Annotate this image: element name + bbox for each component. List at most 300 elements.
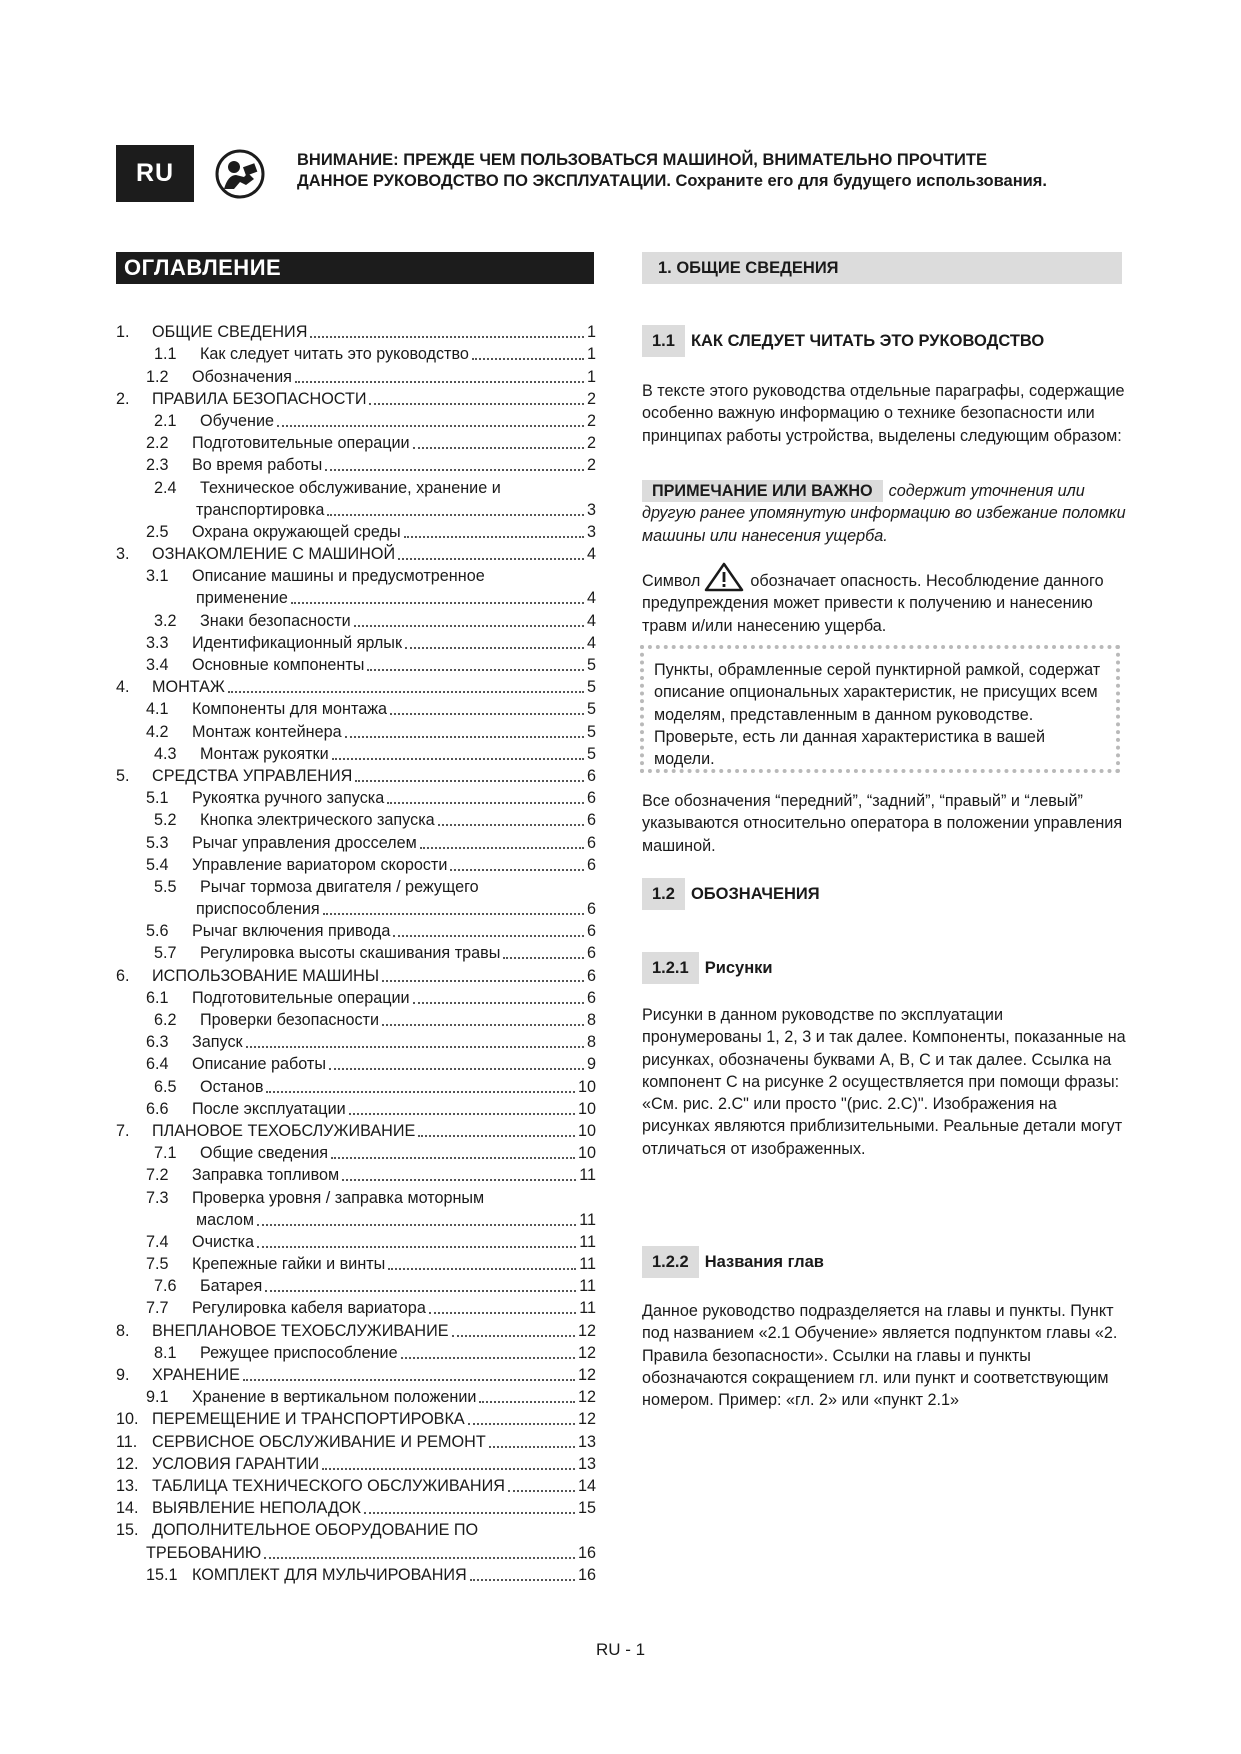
toc-entry-title: Общие сведения: [200, 1144, 329, 1163]
toc-leader-dots: [257, 1234, 576, 1248]
toc-leader-dots: [479, 1389, 575, 1403]
toc-entry-number: 7.4: [146, 1232, 169, 1251]
toc-entry-number: 13.: [116, 1476, 139, 1495]
toc-entry-number: 9.1: [146, 1388, 169, 1407]
toc-entry-number: 2.: [116, 389, 130, 408]
toc-entry-number: 3.2: [154, 611, 177, 630]
toc-entry-number: 3.4: [146, 656, 169, 674]
toc-entry-number: 14.: [116, 1499, 139, 1518]
toc-entry[interactable]: [116, 1163, 596, 1185]
toc-entry-title: Крепежные гайки и винты: [192, 1255, 386, 1274]
toc-entry-title: Рычаг тормоза двигателя / режущего: [200, 877, 479, 896]
toc-leader-dots: [388, 1256, 576, 1270]
toc-entry-page: 6: [586, 922, 596, 941]
toc-entry-title: ПРАВИЛА БЕЗОПАСНОСТИ: [152, 389, 367, 408]
toc-entry[interactable]: [116, 697, 596, 719]
toc-leader-dots: [382, 968, 584, 982]
toc-entry-number: 2.1: [154, 411, 177, 430]
toc-entry[interactable]: [116, 1185, 596, 1207]
toc-entry-page: 13: [577, 1454, 596, 1473]
toc-entry-number: 5.5: [154, 877, 177, 896]
toc-entry-title: Рукоятка ручного запуска: [192, 789, 385, 808]
toc-entry-page: 8: [586, 1033, 596, 1052]
toc-entry-title: ДОПОЛНИТЕЛЬНОЕ ОБОРУДОВАНИЕ ПО: [152, 1521, 479, 1540]
toc-entry-page: 11: [579, 1277, 596, 1296]
toc-leader-dots: [452, 1323, 575, 1337]
note-text: содержит уточнения или другую ранее упомянутую информацию во избежание поломки машины или нанесения ущерба.: [642, 482, 1126, 545]
toc-entry-page: 10: [577, 1077, 596, 1096]
toc-entry[interactable]: [116, 875, 596, 897]
toc-entry[interactable]: [116, 1119, 596, 1141]
toc-entry-title: Кнопка электрического запуска: [200, 811, 435, 830]
toc-entry[interactable]: [116, 520, 596, 542]
toc-entry-page: 2: [586, 411, 596, 430]
toc-entry-title: Хранение в вертикальном положении: [192, 1388, 477, 1407]
toc-entry-page: 5: [586, 700, 596, 719]
toc-entry-page: 6: [586, 900, 596, 919]
toc-entry-page: 1: [586, 345, 596, 364]
toc-entry-page: 5: [586, 722, 596, 741]
section-1-2-1-heading: [642, 952, 773, 984]
toc-entry-page: 1: [586, 367, 596, 386]
toc-entry-title: Запуск: [192, 1033, 243, 1052]
toc-entry[interactable]: [116, 586, 596, 608]
toc-entry[interactable]: [116, 1496, 596, 1518]
toc-entry-number: 3.: [116, 545, 130, 564]
toc-entry[interactable]: [116, 941, 596, 963]
toc-entry-number: 3.3: [146, 633, 169, 652]
toc-entry-number: 2.4: [154, 478, 177, 497]
toc-entry[interactable]: [116, 1518, 596, 1540]
toc-entry-number: 2.5: [146, 522, 169, 541]
toc-entry-number: 5.2: [154, 811, 177, 830]
toc-entry[interactable]: [116, 1252, 596, 1274]
toc-leader-dots: [355, 768, 584, 782]
toc-entry[interactable]: [116, 897, 596, 919]
toc-entry-number: 6.2: [154, 1011, 177, 1029]
toc-entry[interactable]: [116, 608, 596, 630]
toc-entry-page: 11: [579, 1232, 596, 1251]
toc-leader-dots: [243, 1367, 575, 1381]
toc-entry-title: Проверки безопасности: [200, 1011, 380, 1029]
note-paragraph: [642, 480, 1126, 547]
toc-leader-dots: [472, 346, 584, 360]
toc-entry-title: Подготовительные операции: [192, 988, 410, 1007]
orientation-paragraph: Все обозначения “передний”, “задний”, “правый” и “левый” указываются относительно оператора в положении управления машиной.: [642, 792, 1123, 855]
toc-entry[interactable]: [116, 542, 596, 564]
toc-entry-title: Компоненты для монтажа: [192, 700, 388, 719]
toc-leader-dots: [322, 1456, 575, 1470]
toc-entry-title: Регулировка кабеля вариатора: [192, 1299, 426, 1318]
section-1-1-heading: [642, 325, 1044, 357]
toc-entry-title: Подготовительные операции: [192, 434, 410, 453]
note-label: ПРИМЕЧАНИЕ ИЛИ ВАЖНО: [642, 480, 883, 502]
toc-entry-page: 11: [579, 1210, 596, 1229]
toc-leader-dots: [489, 1434, 575, 1448]
warning-notice: [297, 150, 1197, 192]
toc-entry-title: СРЕДСТВА УПРАВЛЕНИЯ: [152, 766, 353, 785]
toc-leader-dots: [323, 901, 584, 915]
toc-entry[interactable]: [116, 409, 596, 431]
toc-entry[interactable]: [116, 1563, 596, 1585]
toc-title: ОГЛАВЛЕНИЕ: [116, 252, 594, 284]
toc-entry-number: 4.: [116, 678, 130, 697]
toc-entry-title: Идентификационный ярлык: [192, 633, 403, 652]
toc-entry-number: 5.7: [154, 944, 177, 963]
toc-entry-number: 8.: [116, 1321, 130, 1340]
toc-entry-title: ПЕРЕМЕЩЕНИЕ И ТРАНСПОРТИРОВКА: [152, 1410, 465, 1429]
toc-entry-number: 2.2: [146, 434, 169, 453]
toc-leader-dots: [470, 1567, 575, 1581]
toc-entry-number: 6.: [116, 966, 130, 985]
toc-entry-page: 4: [586, 545, 596, 564]
toc-entry-title: Описание машины и предусмотренное: [192, 567, 485, 586]
toc-leader-dots: [331, 1145, 575, 1159]
toc-entry-title: ТАБЛИЦА ТЕХНИЧЕСКОГО ОБСЛУЖИВАНИЯ: [152, 1476, 505, 1495]
toc-entry-page: 12: [577, 1343, 596, 1362]
toc-entry-number: 8.1: [154, 1343, 177, 1362]
toc-entry-page: 2: [586, 389, 596, 408]
toc-entry-number: 7.3: [146, 1188, 169, 1207]
toc-leader-dots: [401, 1345, 575, 1359]
toc-entry[interactable]: [116, 786, 596, 808]
toc-entry-title: Режущее приспособление: [200, 1343, 398, 1362]
toc-entry-title: Как следует читать это руководство: [200, 345, 469, 364]
toc-entry-title: Техническое обслуживание, хранение и: [200, 478, 501, 497]
toc-entry-title: применение: [196, 589, 288, 608]
toc-entry-page: 1: [586, 323, 596, 342]
toc-entry[interactable]: [116, 631, 596, 653]
toc-leader-dots: [503, 945, 584, 959]
toc-leader-dots: [413, 990, 584, 1004]
toc-entry-number: 6.1: [146, 988, 169, 1007]
toc-leader-dots: [257, 1212, 576, 1226]
toc-entry-page: 4: [586, 633, 596, 652]
toc-entry-page: 6: [586, 966, 596, 985]
toc-entry-page: 5: [586, 744, 596, 763]
section-1-2-heading: [642, 878, 820, 910]
section-1-heading: 1. ОБЩИЕ СВЕДЕНИЯ: [642, 252, 1122, 284]
toc-entry-number: 11.: [116, 1432, 138, 1451]
toc-entry-page: 8: [586, 1011, 596, 1029]
toc-entry[interactable]: [116, 853, 596, 875]
toc-entry-title: Обучение: [200, 411, 275, 430]
toc-entry-page: 3: [586, 522, 596, 541]
toc-leader-dots: [265, 1278, 576, 1292]
section-1-2-2-title: Названия глав: [704, 1252, 824, 1271]
toc-entry[interactable]: [116, 320, 596, 342]
toc-leader-dots: [418, 1123, 575, 1137]
toc-entry-title: ОЗНАКОМЛЕНИЕ С МАШИНОЙ: [152, 545, 396, 564]
toc-entry-title: Батарея: [200, 1277, 263, 1296]
toc-entry-page: 2: [586, 434, 596, 453]
toc-entry[interactable]: [116, 1429, 596, 1451]
toc-entry-page: 6: [586, 855, 596, 874]
toc-leader-dots: [382, 1012, 584, 1026]
toc-leader-dots: [291, 590, 584, 604]
toc-entry-title: приспособления: [196, 900, 320, 919]
toc-entry-title: Во время работы: [192, 456, 323, 475]
toc-entry[interactable]: [116, 1074, 596, 1096]
toc-entry-page: 3: [586, 500, 596, 519]
toc-entry-title: транспортировка: [196, 500, 325, 519]
toc-entry[interactable]: [116, 1052, 596, 1074]
toc-entry[interactable]: [116, 1474, 596, 1496]
toc-leader-dots: [420, 835, 584, 849]
toc-entry-title: Монтаж контейнера: [192, 722, 342, 741]
toc-entry-title: Проверка уровня / заправка моторным: [192, 1188, 485, 1207]
toc-entry-title: Знаки безопасности: [200, 611, 351, 630]
toc-entry-title: Рычаг включения привода: [192, 922, 391, 941]
toc-leader-dots: [228, 679, 584, 693]
toc-leader-dots: [327, 502, 584, 516]
toc-entry[interactable]: [116, 808, 596, 830]
toc-entry-number: 5.1: [146, 789, 169, 808]
toc-entry[interactable]: [116, 1274, 596, 1296]
toc-leader-dots: [398, 546, 584, 560]
section-1-2-number: 1.2: [642, 878, 685, 910]
toc-entry-title: Управление вариатором скорости: [192, 855, 448, 874]
toc-entry-number: 5.6: [146, 922, 169, 941]
section-1-2-1-paragraph: Рисунки в данном руководстве по эксплуатации пронумерованы 1, 2, 3 и так далее. Компоненты, показанные на рисунках, обозначены буквами A, B, C и так далее. Ссылка на компонент C на рисунке 2 осуществляется при помощи фразы: «См. рис. 2.C" или просто "(рис. 2.C)". Изображения на рисунках являются приблизительными. Реальные детали могут отличаться от изображенных.: [642, 1006, 1126, 1158]
toc-entry-title: Описание работы: [192, 1055, 326, 1074]
toc-entry-title: Монтаж рукоятки: [200, 744, 329, 763]
toc-entry-page: 12: [577, 1388, 596, 1407]
toc-entry-title: Регулировка высоты скашивания травы: [200, 944, 501, 963]
toc-entry-number: 1.2: [146, 367, 169, 386]
toc-entry-number: 4.3: [154, 744, 177, 763]
toc-entry-page: 2: [586, 456, 596, 475]
symbol-prefix: Символ: [642, 572, 701, 590]
toc-leader-dots: [367, 657, 584, 671]
toc-entry-title: МОНТАЖ: [152, 678, 225, 697]
warning-line-1: ВНИМАНИЕ: ПРЕЖДЕ ЧЕМ ПОЛЬЗОВАТЬСЯ МАШИНОЙ, ВНИМАТЕЛЬНО ПРОЧТИТЕ: [297, 151, 987, 169]
language-badge: RU: [116, 145, 194, 202]
toc-entry-title: ИСПОЛЬЗОВАНИЕ МАШИНЫ: [152, 966, 380, 985]
toc-leader-dots: [310, 324, 584, 338]
toc-entry[interactable]: [116, 564, 596, 586]
toc-entry-title: Останов: [200, 1077, 264, 1096]
read-manual-icon: [214, 149, 266, 199]
toc-leader-dots: [332, 746, 584, 760]
toc-entry[interactable]: [116, 1230, 596, 1252]
toc-entry-number: 6.3: [146, 1033, 169, 1052]
toc-entry[interactable]: [116, 1008, 596, 1030]
toc-entry-number: 5.: [116, 766, 130, 785]
section-1-2-1-number: 1.2.1: [642, 952, 699, 984]
toc-leader-dots: [390, 701, 584, 715]
toc-leader-dots: [349, 1101, 575, 1115]
toc-entry-number: 12.: [116, 1454, 139, 1473]
toc-entry-number: 15.1: [146, 1565, 178, 1584]
toc-entry-number: 7.7: [146, 1299, 169, 1318]
toc-leader-dots: [404, 524, 584, 538]
toc-entry-page: 10: [577, 1144, 596, 1163]
toc-entry[interactable]: [116, 342, 596, 364]
toc-entry[interactable]: [116, 963, 596, 985]
toc-entry-page: 11: [579, 1299, 596, 1318]
toc-entry-page: 6: [586, 833, 596, 852]
toc-entry[interactable]: [116, 1296, 596, 1318]
toc-entry-page: 14: [577, 1476, 596, 1495]
toc-entry-title: КОМПЛЕКТ ДЛЯ МУЛЬЧИРОВАНИЯ: [192, 1565, 467, 1584]
toc-leader-dots: [450, 857, 584, 871]
toc-leader-dots: [369, 391, 584, 405]
toc-entry-number: 7.1: [154, 1144, 177, 1163]
toc-entry-title: ВНЕПЛАНОВОЕ ТЕХОБСЛУЖИВАНИЕ: [152, 1321, 449, 1340]
toc-entry-number: 4.2: [146, 722, 169, 741]
toc-entry-page: 4: [586, 611, 596, 630]
symbol-paragraph: [642, 562, 1126, 637]
toc-entry-page: 10: [577, 1121, 596, 1140]
toc-entry-number: 1.: [116, 323, 130, 342]
toc-entry-page: 13: [577, 1432, 596, 1451]
toc-entry[interactable]: [116, 1208, 596, 1230]
toc-entry[interactable]: [116, 1385, 596, 1407]
toc-entry-title: ОБЩИЕ СВЕДЕНИЯ: [152, 323, 308, 342]
toc-entry[interactable]: [116, 986, 596, 1008]
toc-entry-title: ХРАНЕНИЕ: [152, 1366, 240, 1384]
toc-leader-dots: [354, 613, 584, 627]
section-1-1-number: 1.1: [642, 325, 685, 357]
toc-leader-dots: [393, 923, 584, 937]
toc-entry-number: 5.3: [146, 833, 169, 852]
toc-entry[interactable]: [116, 1363, 596, 1385]
toc-leader-dots: [468, 1411, 575, 1425]
toc-leader-dots: [277, 413, 584, 427]
toc-entry-number: 3.1: [146, 567, 169, 586]
section-1-1-title: КАК СЛЕДУЕТ ЧИТАТЬ ЭТО РУКОВОДСТВО: [690, 331, 1045, 350]
toc-entry-number: 9.: [116, 1366, 130, 1384]
toc-entry[interactable]: [116, 453, 596, 475]
toc-entry[interactable]: [116, 475, 596, 497]
toc-entry[interactable]: [116, 675, 596, 697]
toc-entry[interactable]: [116, 387, 596, 409]
toc-entry[interactable]: [116, 1540, 596, 1562]
table-of-contents: [116, 320, 596, 1585]
toc-entry-title: Охрана окружающей среды: [192, 522, 401, 541]
warning-triangle-icon: [704, 562, 744, 592]
toc-entry-number: 10.: [116, 1410, 139, 1429]
toc-entry[interactable]: [116, 919, 596, 941]
toc-entry-number: 7.6: [154, 1277, 177, 1296]
toc-leader-dots: [342, 1167, 576, 1181]
toc-entry[interactable]: [116, 364, 596, 386]
toc-entry-number: 1.1: [154, 345, 177, 364]
toc-entry-page: 15: [577, 1499, 596, 1518]
toc-entry-page: 11: [579, 1255, 596, 1274]
toc-leader-dots: [246, 1034, 584, 1048]
toc-entry-title: Очистка: [192, 1232, 255, 1251]
toc-leader-dots: [325, 457, 584, 471]
toc-entry-number: 5.4: [146, 855, 169, 874]
toc-entry[interactable]: [116, 498, 596, 520]
section-1-2-2-paragraph: Данное руководство подразделяется на главы и пункты. Пункт под названием «2.1 Обучение» является подпунктом главы «2. Правила безопасности». Ссылки на главы и пункты обозначаются сокращением гл. или пункт и соответствующим номером. Пример: «гл. 2» или «пункт 2.1»: [642, 1302, 1118, 1410]
toc-entry-title: СЕРВИСНОЕ ОБСЛУЖИВАНИЕ И РЕМОНТ: [152, 1432, 486, 1451]
toc-entry-page: 6: [586, 988, 596, 1007]
toc-entry[interactable]: [116, 1318, 596, 1340]
toc-leader-dots: [364, 1500, 575, 1514]
toc-entry[interactable]: [116, 1341, 596, 1363]
toc-leader-dots: [345, 724, 584, 738]
warning-line-2: ДАННОЕ РУКОВОДСТВО ПО ЭКСПЛУАТАЦИИ. Сохраните его для будущего использования.: [297, 172, 1048, 190]
toc-entry[interactable]: [116, 1030, 596, 1052]
toc-entry-title: Обозначения: [192, 367, 292, 386]
toc-leader-dots: [405, 635, 584, 649]
toc-entry[interactable]: [116, 653, 596, 675]
section-1-2-1-title: Рисунки: [704, 958, 773, 977]
toc-entry-page: 16: [577, 1543, 596, 1562]
toc-entry-title: После эксплуатации: [192, 1099, 346, 1118]
toc-entry-number: 7.5: [146, 1255, 169, 1274]
toc-entry-title: Заправка топливом: [192, 1166, 340, 1185]
toc-leader-dots: [329, 1056, 584, 1070]
toc-entry-title: ВЫЯВЛЕНИЕ НЕПОЛАДОК: [152, 1499, 361, 1518]
toc-entry-page: 12: [577, 1321, 596, 1340]
toc-entry-page: 5: [586, 656, 596, 674]
toc-entry-page: 12: [577, 1366, 596, 1384]
toc-entry-title: ТРЕБОВАНИЮ: [146, 1543, 262, 1562]
toc-entry[interactable]: [116, 742, 596, 764]
toc-leader-dots: [264, 1545, 575, 1559]
toc-entry-title: Рычаг управления дросселем: [192, 833, 417, 852]
toc-entry-page: 11: [579, 1166, 596, 1185]
section-1-2-2-number: 1.2.2: [642, 1246, 699, 1278]
toc-entry-title: маслом: [196, 1210, 254, 1229]
toc-entry[interactable]: [116, 431, 596, 453]
toc-entry-page: 16: [577, 1565, 596, 1584]
toc-entry[interactable]: [116, 1141, 596, 1163]
toc-entry-page: 9: [586, 1055, 596, 1074]
toc-entry[interactable]: [116, 1452, 596, 1474]
toc-leader-dots: [387, 790, 584, 804]
toc-entry[interactable]: [116, 1097, 596, 1119]
toc-entry-number: 15.: [116, 1521, 139, 1540]
toc-entry-page: 4: [586, 589, 596, 608]
toc-leader-dots: [295, 369, 584, 383]
toc-entry-number: 7.2: [146, 1166, 169, 1185]
page-number: RU - 1: [595, 1640, 646, 1659]
toc-entry-page: 10: [577, 1099, 596, 1118]
toc-leader-dots: [508, 1478, 575, 1492]
toc-entry-number: 4.1: [146, 700, 169, 719]
section-1-1-paragraph: В тексте этого руководства отдельные параграфы, содержащие особенно важную информацию о технике безопасности или принципах работы устройства, выделены следующим образом:: [642, 382, 1125, 445]
toc-entry-number: 6.6: [146, 1099, 169, 1118]
toc-entry[interactable]: [116, 719, 596, 741]
toc-entry-page: 6: [586, 811, 596, 830]
toc-entry[interactable]: [116, 764, 596, 786]
section-1-2-2-heading: [642, 1246, 824, 1278]
toc-leader-dots: [413, 435, 584, 449]
symbol-text: обозначает опасность. Несоблюдение данного предупреждения может привести к получению и нанесению травм и/или нанесению ущерба.: [642, 572, 1104, 635]
toc-entry-page: 6: [586, 944, 596, 963]
toc-entry-title: ПЛАНОВОЕ ТЕХОБСЛУЖИВАНИЕ: [152, 1121, 416, 1140]
toc-entry-number: 2.3: [146, 456, 169, 475]
toc-entry-page: 12: [577, 1410, 596, 1429]
toc-entry-page: 6: [586, 789, 596, 808]
toc-entry-number: 6.5: [154, 1077, 177, 1096]
toc-entry[interactable]: [116, 830, 596, 852]
toc-entry-number: 7.: [116, 1121, 130, 1140]
toc-entry[interactable]: [116, 1407, 596, 1429]
toc-entry-number: 6.4: [146, 1055, 169, 1074]
toc-entry-page: 5: [586, 678, 596, 697]
toc-leader-dots: [429, 1300, 576, 1314]
toc-entry-title: Основные компоненты: [192, 656, 365, 674]
optional-features-text: Пункты, обрамленные серой пунктирной рамкой, содержат описание опциональных характеристик, не присущих всем моделям, представленным в данном руководстве. Проверьте, есть ли данная характеристика в вашей модели.: [654, 661, 1101, 769]
toc-entry-page: 6: [586, 766, 596, 785]
toc-leader-dots: [266, 1079, 575, 1093]
